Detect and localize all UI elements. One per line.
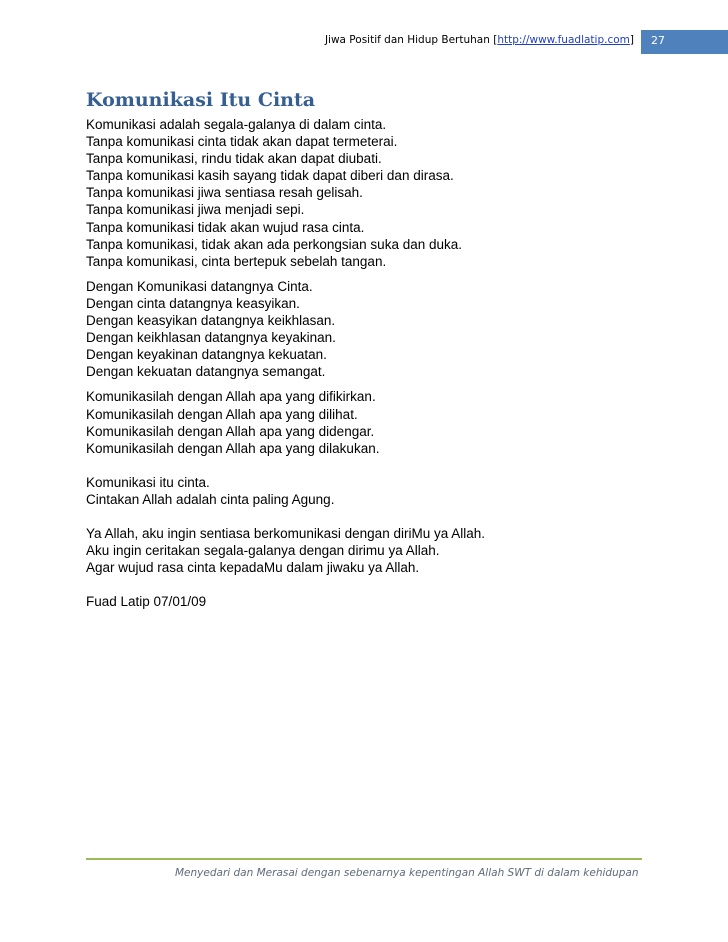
poem-line: Komunikasilah dengan Allah apa yang dilakukan. bbox=[86, 440, 380, 456]
poem-line: Komunikasi adalah segala-galanya di dalam cinta. bbox=[86, 117, 387, 132]
poem-line: Tanpa komunikasi tidak akan wujud rasa cinta. bbox=[86, 219, 365, 235]
running-header bbox=[325, 34, 634, 46]
poem-line: Tanpa komunikasi cinta tidak akan dapat termeterai. bbox=[86, 134, 398, 150]
poem-line: Dengan Komunikasi datangnya Cinta. bbox=[86, 278, 313, 294]
stanza-doa bbox=[86, 525, 656, 576]
poem-line: Komunikasilah dengan Allah apa yang dilihat. bbox=[86, 406, 358, 422]
document-title: Komunikasi Itu Cinta bbox=[86, 89, 316, 111]
poem-line: Tanpa komunikasi, cinta bertepuk sebelah tangan. bbox=[86, 253, 387, 269]
website-link[interactable]: http://www.fuadlatip.com bbox=[497, 34, 630, 46]
poem-line: Dengan keasyikan datangnya keikhlasan. bbox=[86, 313, 336, 329]
poem-line: Tanpa komunikasi jiwa sentiasa resah gelisah. bbox=[86, 185, 363, 201]
running-title: Jiwa Positif dan Hidup Bertuhan [ bbox=[324, 34, 498, 46]
poem-line: Dengan cinta datangnya keasyikan. bbox=[86, 295, 300, 311]
poem-line: Dengan kekuatan datangnya semangat. bbox=[86, 364, 326, 380]
poem-line: Komunikasi itu cinta. bbox=[86, 474, 210, 490]
footer-text: Menyedari dan Merasai dengan sebenarnya kepentingan Allah SWT di dalam kehidupan bbox=[175, 867, 639, 879]
author-signature bbox=[86, 593, 656, 610]
poem-line: Agar wujud rasa cinta kepadaMu dalam jiwaku ya Allah. bbox=[86, 560, 420, 576]
document-body bbox=[86, 88, 656, 618]
poem-line: Komunikasilah dengan Allah apa yang didengar. bbox=[86, 423, 375, 439]
stanza-dengan bbox=[86, 278, 656, 381]
poem-line: Dengan keyakinan datangnya kekuatan. bbox=[86, 347, 327, 363]
poem-line: Tanpa komunikasi, tidak akan ada perkongsian suka dan duka. bbox=[86, 236, 462, 252]
poem-line: Dengan keikhlasan datangnya keyakinan. bbox=[86, 330, 336, 346]
author-date: Fuad Latip 07/01/09 bbox=[86, 594, 207, 610]
poem-line: Tanpa komunikasi, rindu tidak akan dapat diubati. bbox=[86, 151, 382, 167]
poem-line: Tanpa komunikasi jiwa menjadi sepi. bbox=[86, 202, 305, 218]
stanza-tanpa-komunikasi bbox=[86, 116, 656, 270]
poem-line: Ya Allah, aku ingin sentiasa berkomunikasi dengan diriMu ya Allah. bbox=[86, 525, 485, 541]
stanza-komunikasilah bbox=[86, 388, 656, 456]
poem-line: Tanpa komunikasi kasih sayang tidak dapat diberi dan dirasa. bbox=[86, 168, 454, 184]
stanza-komunikasi-itu-cinta bbox=[86, 474, 656, 508]
page-number-box bbox=[641, 30, 728, 54]
page-header bbox=[0, 30, 728, 54]
poem-line: Cintakan Allah adalah cinta paling Agung. bbox=[86, 491, 335, 507]
close-bracket: ] bbox=[629, 34, 634, 46]
poem-line: Aku ingin ceritakan segala-galanya dengan dirimu ya Allah. bbox=[86, 543, 440, 559]
poem-line: Komunikasilah dengan Allah apa yang difikirkan. bbox=[86, 389, 376, 405]
page-number: 27 bbox=[651, 34, 665, 47]
footer-rule bbox=[86, 858, 642, 860]
